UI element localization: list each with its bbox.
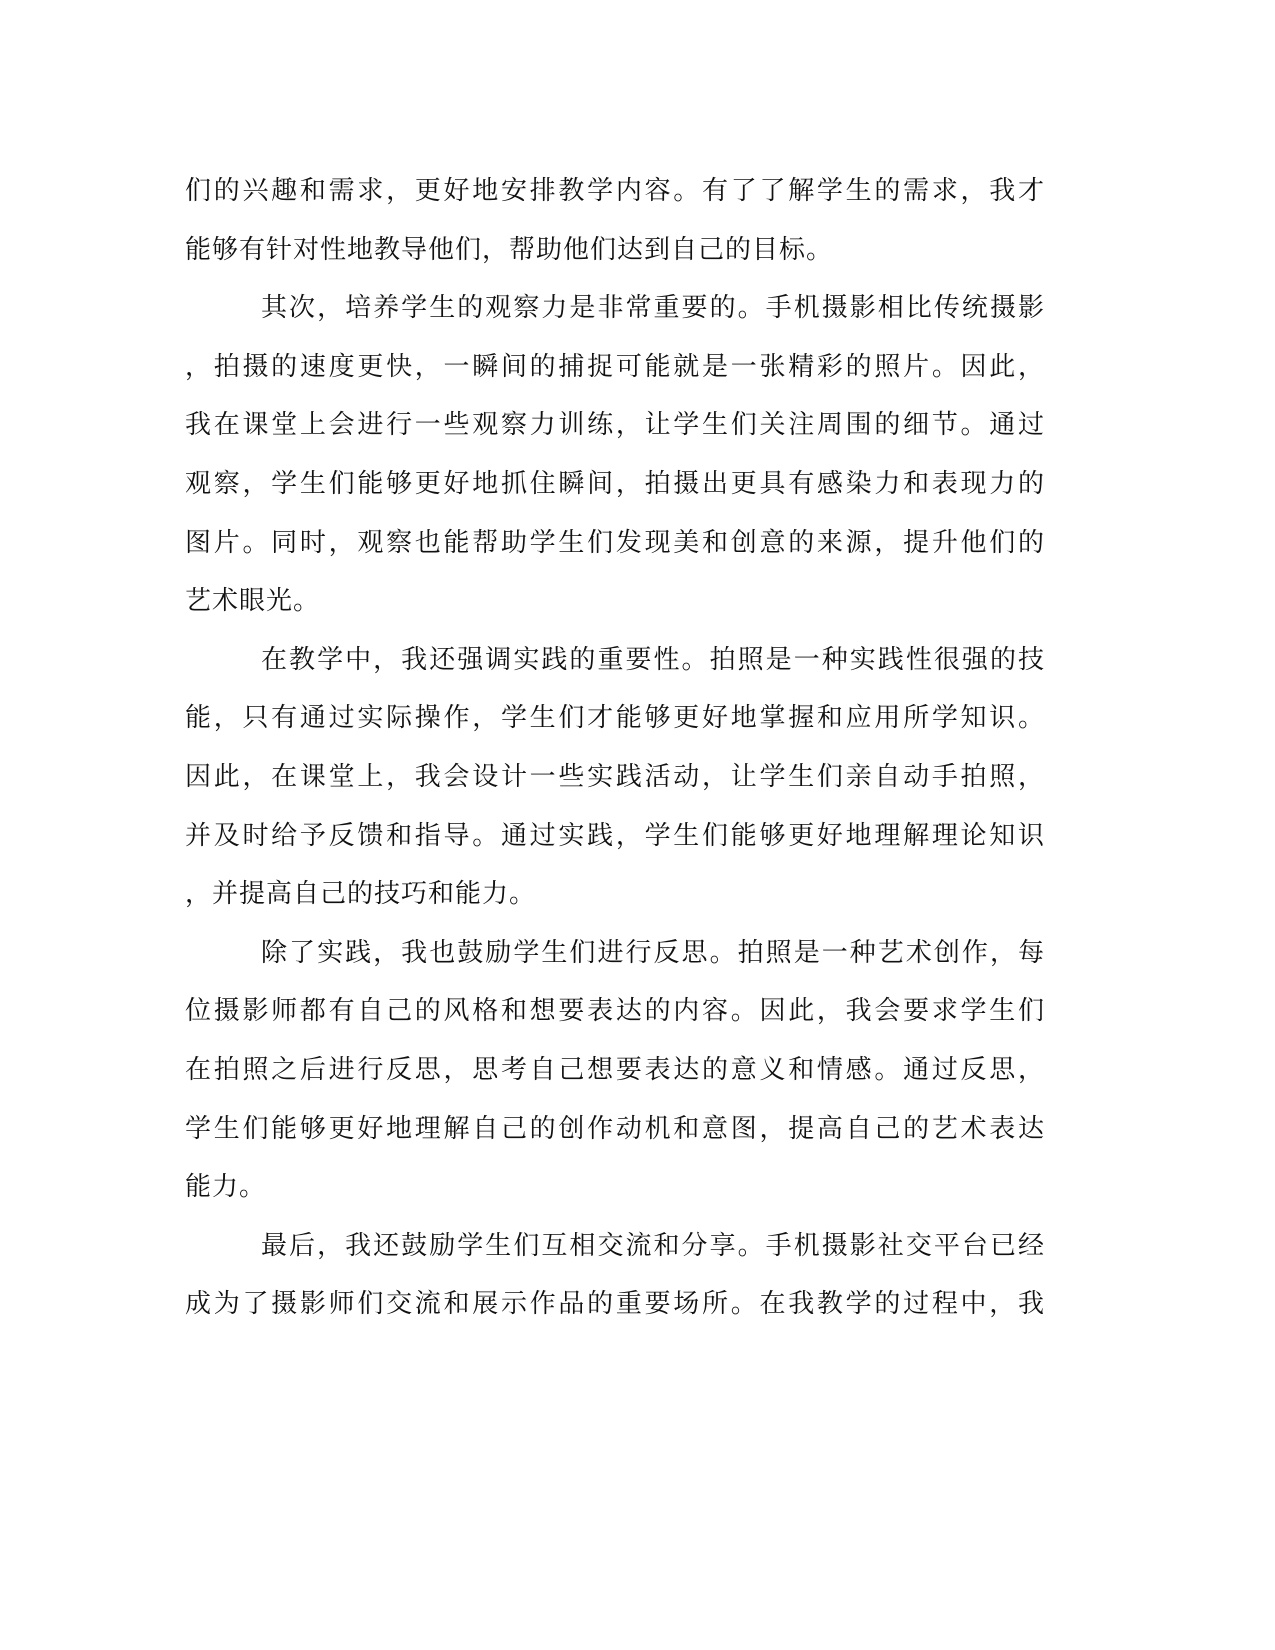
text-line: 我在课堂上会进行一些观察力训练，让学生们关注周围的细节。通过 xyxy=(185,410,1045,441)
body-text xyxy=(185,162,1045,1334)
paragraph-first-line: 其次，培养学生的观察力是非常重要的。手机摄影相比传统摄影 xyxy=(261,293,1045,324)
text-line: 位摄影师都有自己的风格和想要表达的内容。因此，我会要求学生们 xyxy=(185,996,1045,1027)
paragraph-first-line: 除了实践，我也鼓励学生们进行反思。拍照是一种艺术创作，每 xyxy=(261,937,1045,968)
text-line: 能力。 xyxy=(185,1172,267,1203)
text-line: ，拍摄的速度更快，一瞬间的捕捉可能就是一张精彩的照片。因此， xyxy=(185,351,1045,382)
text-line: ，并提高自己的技巧和能力。 xyxy=(185,879,537,910)
text-line: 艺术眼光。 xyxy=(185,586,321,617)
text-line: 在拍照之后进行反思，思考自己想要表达的意义和情感。通过反思， xyxy=(185,1054,1045,1085)
paragraph-first-line: 最后，我还鼓励学生们互相交流和分享。手机摄影社交平台已经 xyxy=(261,1230,1045,1261)
text-line: 学生们能够更好地理解自己的创作动机和意图，提高自己的艺术表达 xyxy=(185,1113,1045,1144)
text-line: 们的兴趣和需求，更好地安排教学内容。有了了解学生的需求，我才 xyxy=(185,176,1045,206)
text-line: 能够有针对性地教导他们，帮助他们达到自己的目标。 xyxy=(185,234,834,265)
text-line: 观察，学生们能够更好地抓住瞬间，拍摄出更具有感染力和表现力的 xyxy=(185,468,1045,499)
paragraph-first-line: 在教学中，我还强调实践的重要性。拍照是一种实践性很强的技 xyxy=(261,644,1045,675)
text-line: 并及时给予反馈和指导。通过实践，学生们能够更好地理解理论知识 xyxy=(185,820,1045,851)
text-line: 因此，在课堂上，我会设计一些实践活动，让学生们亲自动手拍照， xyxy=(185,761,1045,792)
text-line: 能，只有通过实际操作，学生们才能够更好地掌握和应用所学知识。 xyxy=(185,703,1045,734)
text-line: 图片。同时，观察也能帮助学生们发现美和创意的来源，提升他们的 xyxy=(185,527,1045,558)
text-line: 成为了摄影师们交流和展示作品的重要场所。在我教学的过程中，我 xyxy=(185,1289,1045,1320)
